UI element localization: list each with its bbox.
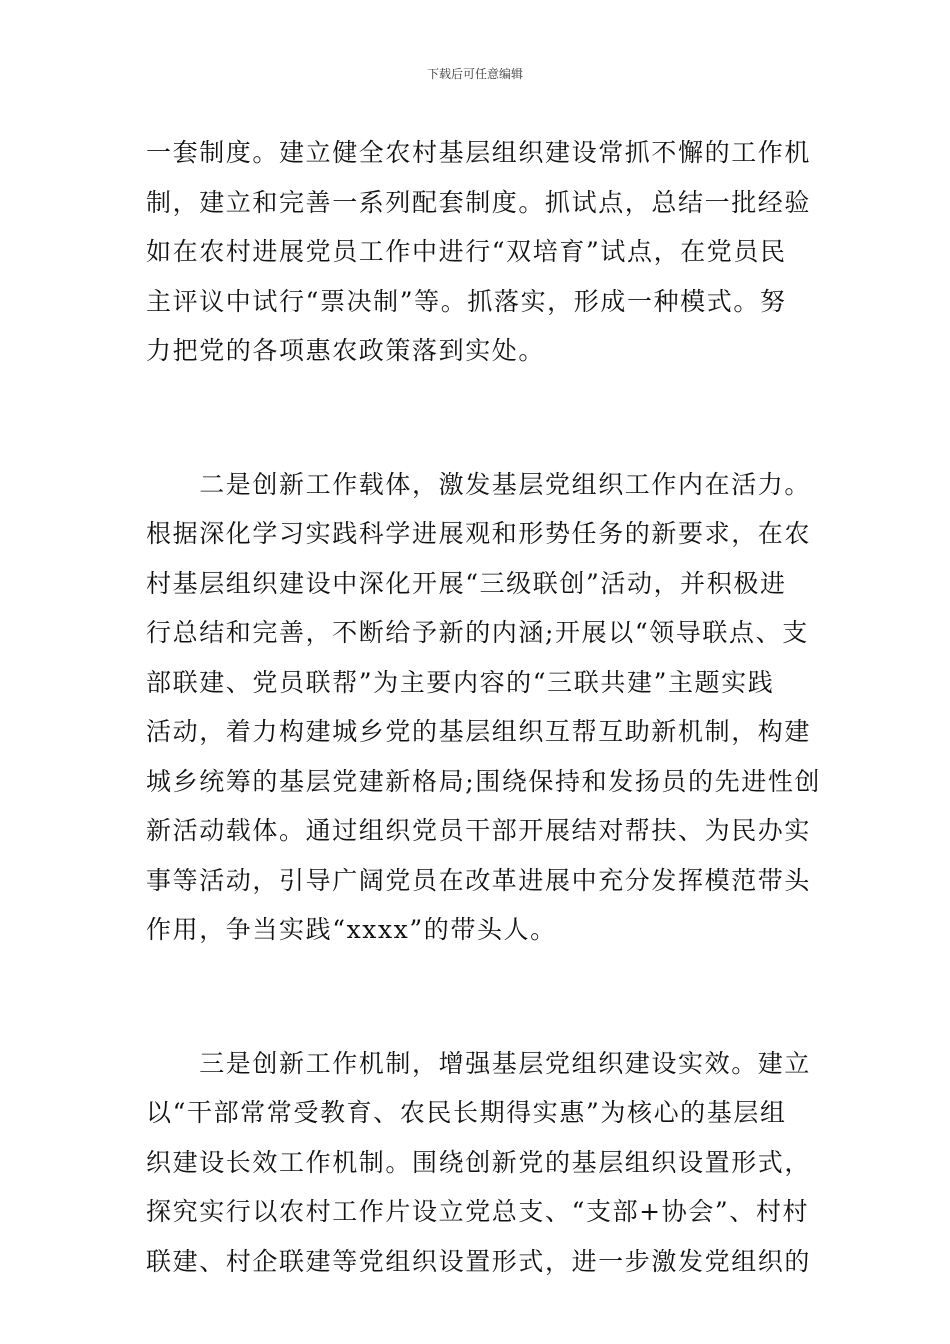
text-line: 织建设长效工作机制。围绕创新党的基层组织设置形式， xyxy=(146,1147,812,1177)
text-line: 力把党的各项惠农政策落到实处。 xyxy=(146,336,546,365)
text-line: 三是创新工作机制，增强基层党组织建设实效。建立 xyxy=(146,1048,812,1078)
paragraph-spacer xyxy=(146,955,816,1039)
text-line: 制，建立和完善一系列配套制度。抓试点，总结一批经验 xyxy=(146,187,812,217)
document-body xyxy=(146,128,822,1286)
paragraph-1 xyxy=(146,128,816,376)
text-line: 作用，争当实践“xxxx”的带头人。 xyxy=(146,915,557,944)
text-line: 探究实行以农村工作片设立党总支、“支部+协会”、村村 xyxy=(146,1197,810,1226)
text-line: 城乡统筹的基层党建新格局;围绕保持和发扬员的先进性创 xyxy=(146,766,822,796)
page-header: 下载后可任意编辑 xyxy=(426,67,523,81)
paragraph-spacer xyxy=(146,376,816,460)
text-line: 事等活动，引导广阔党员在改革进展中充分发挥模范带头 xyxy=(146,865,812,895)
text-line: 新活动载体。通过组织党员干部开展结对帮扶、为民办实 xyxy=(146,816,812,845)
text-line: 根据深化学习实践科学进展观和形势任务的新要求，在农 xyxy=(146,519,812,548)
text-line: 二是创新工作载体，激发基层党组织工作内在活力。 xyxy=(146,469,812,499)
paragraph-2 xyxy=(146,460,822,955)
paragraph-3 xyxy=(146,1039,816,1287)
text-line: 联建、村企联建等党组织设置形式，进一步激发党组织的 xyxy=(146,1246,812,1276)
text-line: 如在农村进展党员工作中进行“双培育”试点，在党员民 xyxy=(146,237,787,266)
text-line: 主评议中试行“票决制”等。抓落实，形成一种模式。努 xyxy=(146,286,787,316)
text-line: 行总结和完善，不断给予新的内涵;开展以“领导联点、支 xyxy=(146,618,809,647)
text-line: 以“干部常常受教育、农民长期得实惠”为核心的基层组 xyxy=(146,1098,787,1127)
text-line: 一套制度。建立健全农村基层组织建设常抓不懈的工作机 xyxy=(146,138,812,167)
text-line: 部联建、党员联帮”为主要内容的“三联共建”主题实践 xyxy=(146,667,775,697)
text-line: 村基层组织建设中深化开展“三级联创”活动，并积极进 xyxy=(146,568,787,598)
text-line: 活动，着力构建城乡党的基层组织互帮互助新机制，构建 xyxy=(146,717,812,746)
